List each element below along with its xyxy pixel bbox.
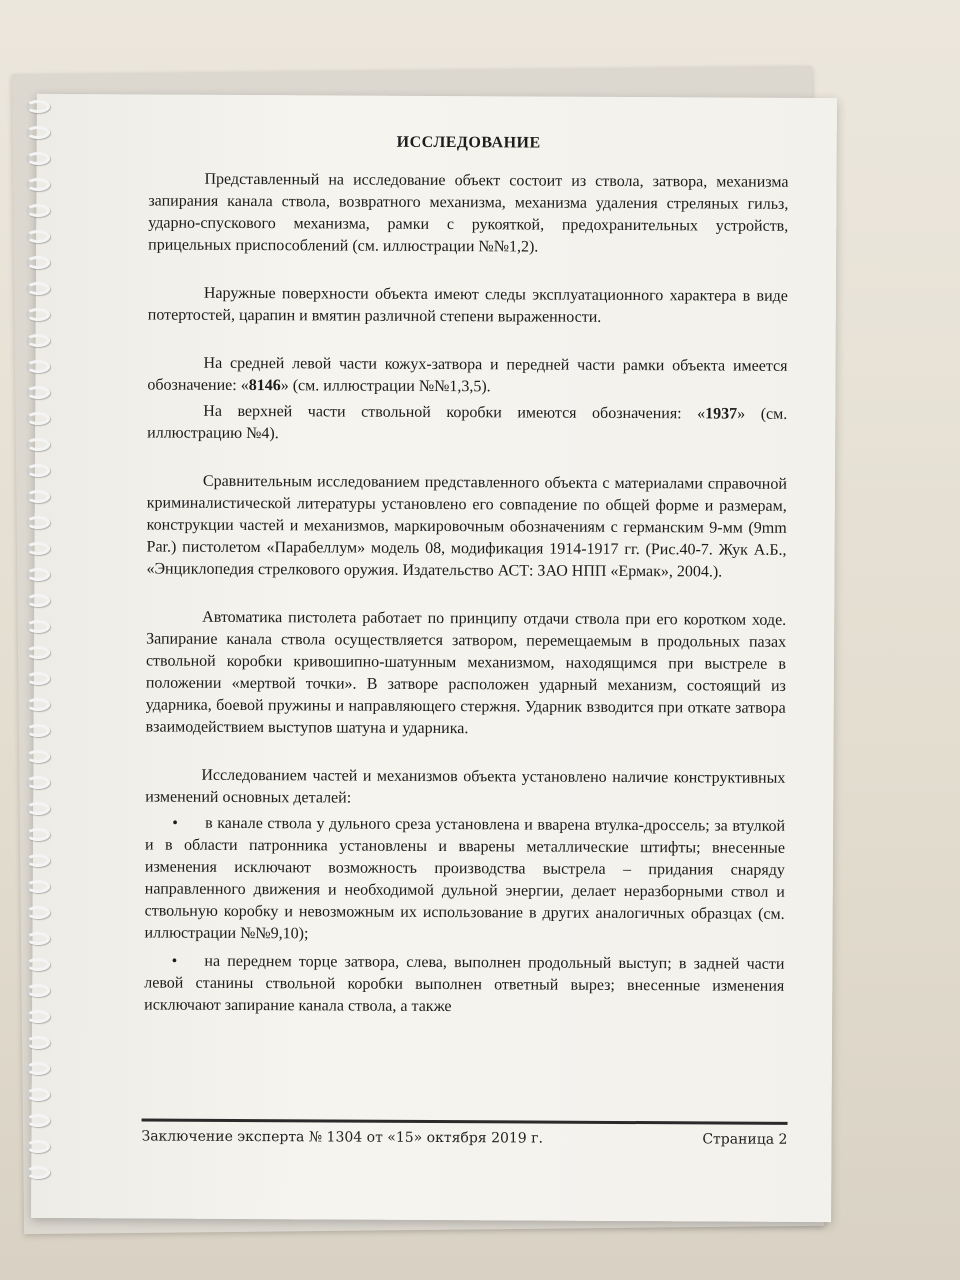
paragraph-marking-1937 xyxy=(147,400,787,447)
binding-coil xyxy=(26,698,50,711)
binding-coil xyxy=(26,906,50,919)
binding-coil xyxy=(26,152,50,165)
binding-coil xyxy=(26,646,50,659)
binding-coil xyxy=(26,828,50,841)
list-item-text: на переднем торце затвора, слева, выполнен продольный выступ; в задней части левой станины ствольной коробки выполнен ответный вырез; внесенные изменения исключают запирание канала ствола, а также xyxy=(144,952,785,1016)
binding-coil xyxy=(26,594,50,607)
binding-coil xyxy=(26,282,50,295)
paragraph-text: На средней левой части кожух-затвора и передней части рамки объекта имеется обозначение: « xyxy=(147,354,788,395)
list-item xyxy=(144,950,784,1019)
footer-divider xyxy=(142,1118,788,1124)
binding-coil xyxy=(26,1062,50,1075)
binding-coil xyxy=(26,776,50,789)
binding-coil xyxy=(26,568,50,581)
list-item-text: в канале ствола у дульного среза установлена и вварена втулка-дроссель; за втулкой и в области патронника установлены и вварены металлические штифты; внесенные изменения исключают возможность производства выстрела – придания снаряду направленного движения и необходимой дульной энергии, делает неразборными ствол и ствольную коробку и невозможным их использование в других аналогичных образцах (см. иллюстрации №№9,10); xyxy=(144,814,786,943)
footer-document-ref: Заключение эксперта № 1304 от «15» октября 2019 г. xyxy=(141,1128,544,1147)
bullet-icon: • xyxy=(171,952,178,970)
binding-coil xyxy=(26,750,50,763)
binding-coil xyxy=(26,1166,50,1179)
list-item xyxy=(144,812,785,947)
document-page xyxy=(31,94,837,1222)
bullet-icon: • xyxy=(172,814,178,832)
binding-coil xyxy=(26,126,50,139)
binding-coil xyxy=(26,1010,50,1023)
marking-number: 8146 xyxy=(248,377,281,395)
binding-coil xyxy=(26,360,50,373)
binding-coil xyxy=(26,1088,50,1101)
binding-coil xyxy=(26,308,50,321)
binding-coil xyxy=(26,386,50,399)
page-footer xyxy=(141,1128,787,1147)
binding-coil xyxy=(26,464,50,477)
binding-coil xyxy=(26,802,50,815)
binding-coil xyxy=(26,256,50,269)
binding-coil xyxy=(26,1114,50,1127)
paragraph-text: » (см. иллюстрацию №4). xyxy=(147,405,788,443)
binding-coil xyxy=(26,672,50,685)
marking-number: 1937 xyxy=(705,405,738,423)
page-title: ИССЛЕДОВАНИЕ xyxy=(396,133,541,152)
paragraph-text: » (см. иллюстрации №№1,3,5). xyxy=(280,377,491,396)
page-content xyxy=(144,130,789,1025)
binding-coil xyxy=(26,620,50,633)
binding-coil xyxy=(26,932,50,945)
paragraph-text: На верхней части ствольной коробки имеются обозначения: « xyxy=(203,402,706,423)
binding-coil xyxy=(26,230,50,243)
binding-coil xyxy=(26,984,50,997)
spiral-binding xyxy=(26,100,54,1200)
paragraph-marking-8146 xyxy=(147,352,787,399)
paragraph-surface-traces: Наружные поверхности объекта имеют следы эксплуатационного характера в виде потертостей, царапин и вмятин различной степени выраженности. xyxy=(147,284,788,326)
binding-coil xyxy=(26,178,50,191)
paragraph-comparative-study: Сравнительным исследованием представленного объекта с материалами справочной криминалистической литературы установлено его совпадение по общей форме и размерам, конструкции частей и механизмов, маркировочным обозначениям с германским 9-мм (9mm Par.) пистолетом «Парабеллум» модель 08, модификация 1914-1917 гг. (Рис.40-7. Жук А.Б., «Энциклопедия стрелкового оружия. Издательство АСТ: ЗАО НПП «Ермак», 2004.). xyxy=(146,472,787,581)
binding-coil xyxy=(26,438,50,451)
binding-coil xyxy=(26,516,50,529)
binding-coil xyxy=(26,854,50,867)
binding-coil xyxy=(26,100,50,113)
page-number: Страница 2 xyxy=(702,1131,788,1148)
binding-coil xyxy=(26,1140,50,1153)
binding-coil xyxy=(26,490,50,503)
paragraph-modifications-intro: Исследованием частей и механизмов объекта установлено наличие конструктивных изменений основных деталей: xyxy=(145,766,786,807)
binding-coil xyxy=(26,412,50,425)
paragraph-object-composition: Представленный на исследование объект состоит из ствола, затвора, механизма запирания канала ствола, возвратного механизма, механизма удаления стреляных гильз, ударно-спускового механизма, рамки с рукояткой, предохранительных устройств, прицельных приспособлений (см. иллюстрации №№1,2). xyxy=(148,170,789,256)
binding-coil xyxy=(26,1036,50,1049)
paragraph-automatics: Автоматика пистолета работает по принципу отдачи ствола при его коротком ходе. Запирание канала ствола осуществляется затвором, перемещаемым в продольных пазах ствольной коробки кривошипно-шатунным механизмом, находящимся при выстреле в положении «мертвой точки». В затворе расположен ударный механизм, состоящий из ударника, боевой пружины и направляющего стержня. Ударник взводится при откате затвора взаимодействием выступов шатуна и ударника. xyxy=(145,608,787,738)
binding-coil xyxy=(26,542,50,555)
binding-coil xyxy=(26,958,50,971)
binding-coil xyxy=(26,724,50,737)
binding-coil xyxy=(26,204,50,217)
binding-coil xyxy=(26,880,50,893)
binding-coil xyxy=(26,334,50,347)
